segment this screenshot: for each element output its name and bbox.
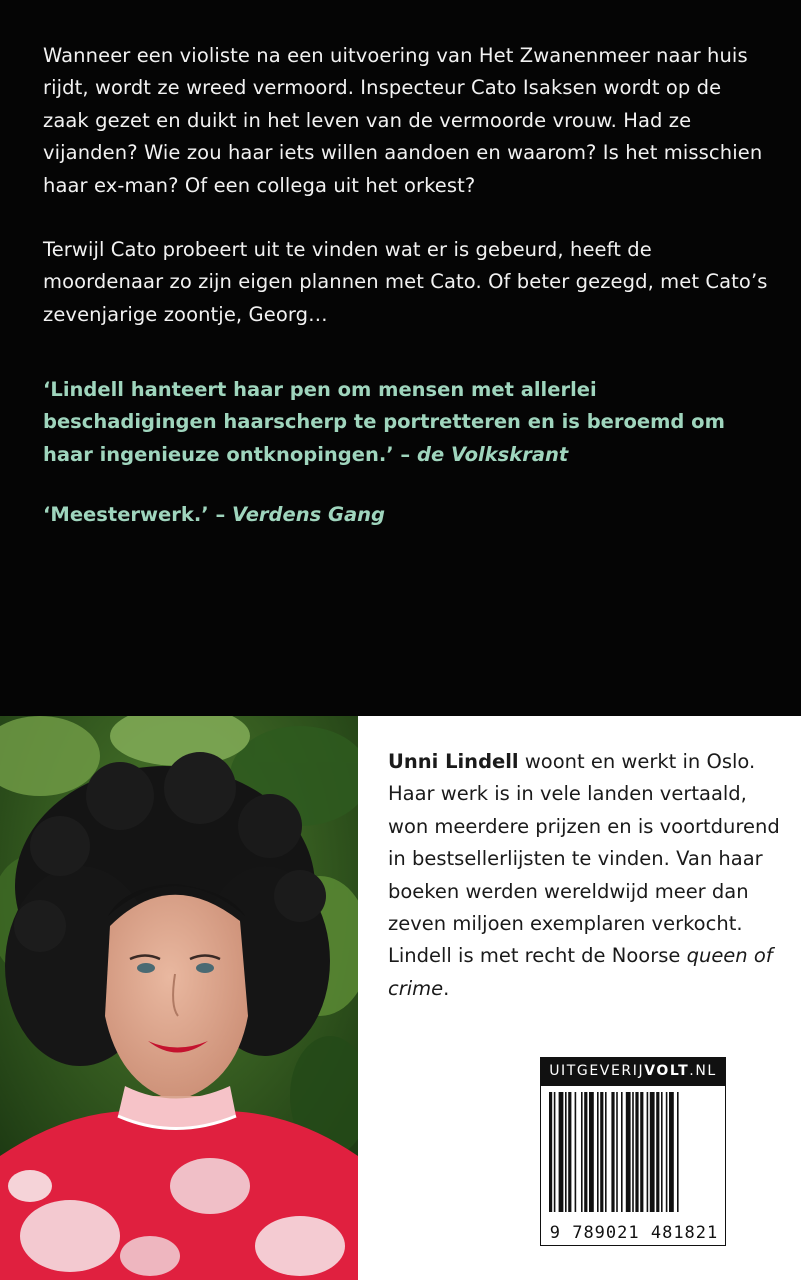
author-bio-emphasis: queen of crime [388,944,773,1000]
barcode-bar [611,1092,614,1212]
barcode-bar [549,1092,552,1212]
quote-text: ‘Lindell hanteert haar pen om mensen met allerlei beschadigingen haarscherp te portretteren en is beroemd om haar ingenieuze ontknopingen.’ – [43,378,725,466]
press-quotes [43,374,773,532]
author-name: Unni Lindell [388,750,519,773]
blurb-paragraph-2: Terwijl Cato probeert uit te vinden wat er is gebeurd, heeft de moordenaar zo zijn eigen plannen met Cato. Of beter gezegd, met Cato’s zevenjarige zoontje, Georg… [43,238,768,326]
author-bio [388,746,783,1005]
barcode-bar [584,1092,587,1212]
barcode-bar [559,1092,564,1212]
quote-source: de Volkskrant [416,442,569,466]
quote-text: ‘Meesterwerk.’ – [43,503,233,527]
blurb-paragraph-1: Wanneer een violiste na een uitvoering van Het Zwanenmeer naar huis rijdt, wordt ze wreed vermoord. Inspecteur Cato Isaksen wordt op de zaak gezet en duikt in het leven van de vermoorde vrouw. Had ze vijanden? Wie zou haar iets willen aandoen en waarom? Is het misschien haar ex-man? Of een collega uit het orkest? [43,44,763,197]
barcode-bar [635,1092,638,1212]
barcode-bar [565,1092,567,1212]
barcode-bar [621,1092,623,1212]
isbn-number: 9 789021 481821 [549,1223,719,1243]
press-quote-1 [43,374,773,471]
press-quote-2 [43,499,773,531]
barcode-bar [626,1092,631,1212]
publisher-prefix: UITGEVERIJ [549,1063,645,1079]
barcode-bar [568,1092,571,1212]
barcode-bar [647,1092,649,1212]
author-bio-text: woont en werkt in Oslo. Haar werk is in vele landen vertaald, won meerdere prijzen en is voortdurend in bestsellerlijsten te vinden. Van haar boeken werden wereldwijd meer dan zeven miljoen exemplaren verkocht. Lindell is met recht de Noorse [388,750,780,968]
barcode-bar [554,1092,556,1212]
barcode-bar [575,1092,577,1212]
barcode-bars [541,1086,725,1216]
publisher-brand: VOLT [644,1063,690,1079]
barcode-bar [597,1092,599,1212]
barcode-bar [661,1092,663,1212]
author-photo [0,716,358,1280]
publisher-label [540,1057,726,1085]
barcode-bar [650,1092,655,1212]
barcode-bar [656,1092,659,1212]
barcode-bar [600,1092,603,1212]
barcode-bar [677,1092,679,1212]
barcode-bar [632,1092,634,1212]
barcode-bar [616,1092,618,1212]
barcode-bar [589,1092,594,1212]
cover-bottom-panel [0,716,801,1280]
barcode-bar [605,1092,607,1212]
barcode-bar [581,1092,583,1212]
barcode-bar [669,1092,674,1212]
blurb [43,40,773,331]
publisher-suffix: .NL [689,1063,717,1079]
barcode [540,1085,726,1246]
author-bio-end: . [443,976,450,1000]
quote-source: Verdens Gang [232,503,385,527]
barcode-bar [666,1092,668,1212]
barcode-bar [640,1092,643,1212]
